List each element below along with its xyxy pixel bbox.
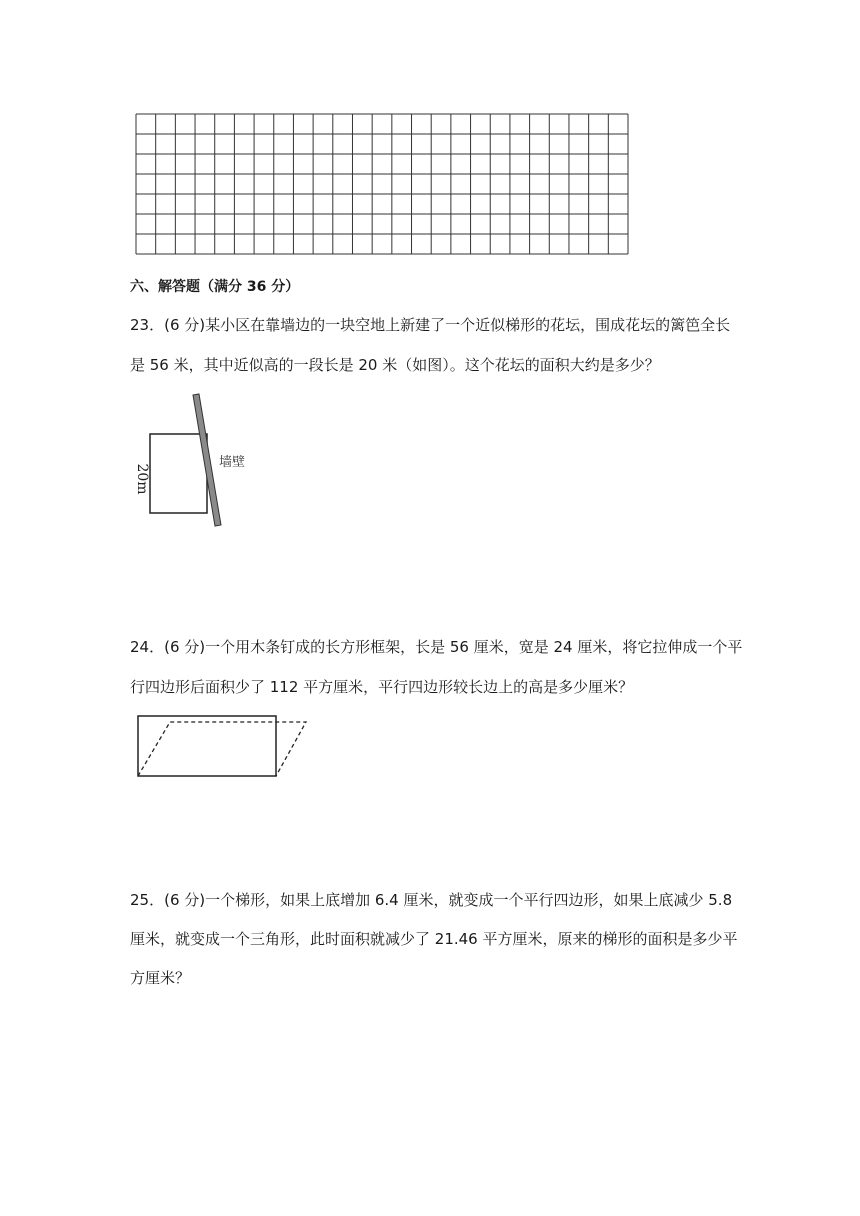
q25-line-1: 25．(6 分)一个梯形，如果上底增加 6.4 厘米，就变成一个平行四边形，如果上底减少 5.8 <box>130 891 733 909</box>
q23-line-2: 是 56 米，其中近似高的一段长是 20 米（如图）。这个花坛的面积大约是多少？ <box>130 356 660 374</box>
q23-line-1: 23．(6 分)某小区在靠墙边的一块空地上新建了一个近似梯形的花坛，围成花坛的篱笆全长 <box>130 316 731 334</box>
q23-figure <box>128 392 268 532</box>
section-heading: 六、解答题（满分 36 分） <box>130 279 300 295</box>
flowerbed-rect <box>150 434 207 513</box>
answer-grid <box>136 114 628 254</box>
parallelogram-dashed <box>138 722 306 776</box>
height-label: 20m <box>134 463 150 495</box>
wall-label: 墙壁 <box>219 455 246 470</box>
q24-figure <box>134 712 314 782</box>
q24-line-1: 24．(6 分)一个用木条钉成的长方形框架，长是 56 厘米，宽是 24 厘米，将它拉伸成一个平 <box>130 638 743 656</box>
rectangle-frame <box>138 716 276 776</box>
q25-line-2: 厘米，就变成一个三角形，此时面积就减少了 21.46 平方厘米，原来的梯形的面积是多少平 <box>130 930 738 948</box>
q25-line-3: 方厘米？ <box>130 969 191 987</box>
q24-line-2: 行四边形后面积少了 112 平方厘米，平行四边形较长边上的高是多少厘米？ <box>130 678 634 696</box>
